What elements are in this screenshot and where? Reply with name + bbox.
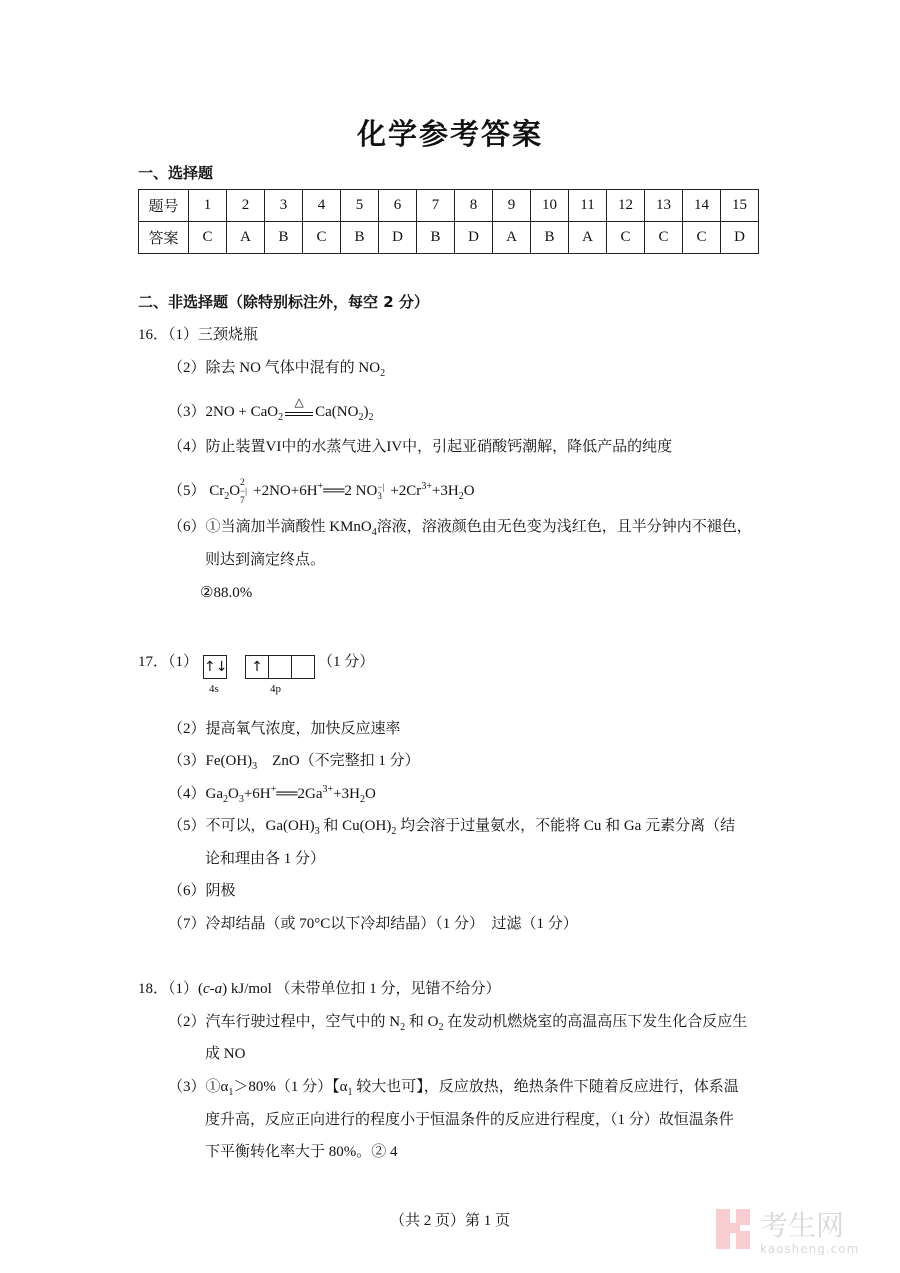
answer-line: [168, 437, 672, 457]
text-segment: 和 Cu(OH): [319, 818, 392, 834]
answer-cell: D: [455, 222, 493, 254]
text-segment: 1: [347, 1087, 353, 1098]
answer-line: [168, 784, 376, 804]
text-segment: （5）不可以，Ga(OH): [168, 818, 315, 834]
answer-line: [205, 849, 325, 869]
text-segment: 2: [380, 368, 386, 379]
question-number: 14: [683, 190, 721, 222]
text-segment: Ca(NO: [315, 404, 359, 420]
question-number: 2: [227, 190, 265, 222]
text-segment: （6）阴极: [168, 883, 236, 899]
question-number: 5: [341, 190, 379, 222]
text-segment: O: [463, 482, 475, 499]
text-segment: 4: [371, 527, 377, 538]
svg-text:考生网: 考生网: [760, 1209, 845, 1242]
text-segment: （3）Fe(OH): [168, 753, 253, 769]
answer-line: [168, 751, 420, 771]
orbital-4s-label: 4s: [209, 683, 219, 695]
question-number: 6: [379, 190, 417, 222]
answer-cell: D: [379, 222, 417, 254]
text-segment: 3: [238, 794, 244, 805]
text-segment: ): [363, 404, 369, 420]
section-heading-nonchoice: 二、非选择题（除特别标注外，每空 2 分）: [138, 293, 429, 311]
text-segment: O: [228, 786, 239, 802]
orbital-4p-label: 4p: [270, 683, 281, 695]
answer-line: [168, 358, 385, 378]
text-segment: （6）①当滴加半滴酸性 KMnO: [168, 519, 372, 535]
text-segment: （2）提高氧气浓度，加快反应速率: [168, 721, 401, 737]
text-segment: 2: [224, 490, 230, 502]
question-number: 12: [607, 190, 645, 222]
question-number: 15: [721, 190, 759, 222]
text-segment: 2: [458, 490, 464, 502]
text-segment: ══2 NO: [323, 482, 378, 499]
section-heading-choice: 一、选择题: [138, 164, 214, 182]
text-segment: 论和理由各 1 分）: [205, 851, 326, 867]
answer-line: [168, 1077, 739, 1097]
answer-cell: C: [683, 222, 721, 254]
text-segment: +6H: [243, 786, 271, 802]
ion-charge-stack: 2−|7: [240, 477, 247, 505]
answer-cell: B: [417, 222, 455, 254]
answer-line: [138, 979, 501, 999]
text-segment: 16．（1）三颈烧瓶: [138, 327, 259, 343]
text-segment: 2: [223, 794, 228, 805]
ion-charge-stack: −|3: [377, 481, 385, 501]
text-segment: O: [364, 786, 376, 802]
answer-cell: C: [607, 222, 645, 254]
question-number: 9: [493, 190, 531, 222]
answer-cell: C: [189, 222, 227, 254]
text-segment: 2: [368, 412, 374, 423]
answer-cell: C: [303, 222, 341, 254]
text-segment: 3+: [421, 480, 432, 492]
question-number: 3: [265, 190, 303, 222]
text-segment: 2: [391, 826, 397, 837]
equals-sign: [285, 412, 313, 416]
text-segment: c-a: [203, 981, 223, 997]
header-label: 题号: [139, 190, 189, 222]
answer-cell: A: [569, 222, 607, 254]
text-segment: ZnO（不完整扣 1 分）: [257, 753, 420, 769]
text-segment: 2: [358, 412, 364, 423]
text-segment: 3: [314, 826, 320, 837]
answer-line: [205, 1110, 734, 1130]
text-segment: （3）2NO + CaO: [168, 404, 279, 420]
question-number-row: [139, 190, 759, 222]
answer-cell: B: [265, 222, 303, 254]
answer-table: [138, 189, 759, 254]
question-number: 10: [531, 190, 569, 222]
question-number: 1: [189, 190, 227, 222]
answer-line: [168, 719, 401, 739]
question-number: 8: [455, 190, 493, 222]
answer-line: [168, 1012, 747, 1032]
question-number: 7: [417, 190, 455, 222]
answer-line: [138, 325, 258, 345]
orbital-cell: [269, 656, 292, 678]
answer-line: [200, 583, 252, 603]
text-segment: 1: [228, 1087, 234, 1098]
heating-symbol: △: [294, 394, 304, 409]
answer-line: [168, 914, 578, 934]
answer-line: [168, 478, 475, 505]
answer-line: [318, 652, 374, 672]
answer-line: [168, 816, 735, 836]
answer-cell: B: [531, 222, 569, 254]
text-segment: +2Cr: [390, 482, 422, 499]
text-segment: 3+: [322, 784, 334, 795]
text-segment: （1 分）: [318, 654, 375, 670]
answer-cell: B: [341, 222, 379, 254]
answer-line: [205, 1044, 245, 1064]
question-number: 13: [645, 190, 683, 222]
text-segment: 成 NO: [205, 1046, 246, 1062]
answer-cell: A: [493, 222, 531, 254]
answer-line: [138, 652, 198, 672]
text-segment: +: [270, 784, 277, 795]
orbital-4p-box: [245, 655, 315, 679]
text-segment: +: [317, 480, 324, 492]
text-segment: ②88.0%: [200, 585, 253, 601]
text-segment: +3H: [333, 786, 360, 802]
text-segment: O: [229, 482, 241, 499]
text-segment: 在发动机燃烧室的高温高压下发生化合反应生: [443, 1014, 748, 1030]
text-segment: +3H: [431, 482, 459, 499]
text-segment: 3: [252, 761, 258, 772]
text-segment: （3）①α: [168, 1079, 229, 1095]
text-segment: （4）Ga: [168, 786, 223, 802]
text-segment: （5） Cr: [168, 482, 225, 499]
text-segment: 18．（1）(: [138, 981, 203, 997]
answer-label: 答案: [139, 222, 189, 254]
text-segment: ) kJ/mol （未带单位扣 1 分，见错不给分）: [222, 981, 501, 997]
text-segment: 2: [359, 794, 365, 805]
text-segment: 17．（1）: [138, 654, 199, 670]
answer-row: [139, 222, 759, 254]
text-segment: ══2Ga: [276, 786, 323, 802]
orbital-cell: ↑↓: [204, 659, 228, 675]
kaosheng-logo-watermark: [716, 1203, 886, 1255]
page-footer: （共 2 页）第 1 页: [389, 1213, 510, 1229]
answer-line: [205, 550, 325, 570]
answer-line: [168, 881, 236, 901]
page-title: 化学参考答案: [356, 117, 543, 151]
heating-condition-mark: [285, 394, 313, 420]
text-segment: 和 O: [405, 1014, 439, 1030]
answer-line: [205, 1142, 398, 1162]
text-segment: 度升高，反应正向进行的程度小于恒温条件的反应进行程度，（1 分）故恒温条件: [205, 1112, 734, 1128]
text-segment: ＞80%（1 分）【α: [233, 1079, 348, 1095]
answer-line: [168, 517, 752, 537]
text-segment: （7）冷却结晶（或 70°C以下冷却结晶）（1 分） 过滤（1 分）: [168, 916, 578, 932]
orbital-cell: ↑: [246, 656, 269, 678]
text-segment: 2: [438, 1022, 444, 1033]
answer-cell: D: [721, 222, 759, 254]
text-segment: 下平衡转化率大于 80%。② 4: [205, 1144, 398, 1160]
orbital-cell: [292, 656, 314, 678]
text-segment: 2: [278, 412, 284, 423]
text-segment: 2: [400, 1022, 406, 1033]
question-number: 11: [569, 190, 607, 222]
text-segment: （2）除去 NO 气体中混有的 NO: [168, 360, 381, 376]
text-segment: （2）汽车行驶过程中，空气中的 N: [168, 1014, 401, 1030]
answer-line: [168, 394, 374, 423]
text-segment: 均会溶于过量氨水，不能将 Cu 和 Ga 元素分离（结: [396, 818, 736, 834]
orbital-4s-box: [203, 655, 227, 679]
answer-cell: C: [645, 222, 683, 254]
text-segment: 溶液，溶液颜色由无色变为浅红色，且半分钟内不褪色，: [376, 519, 752, 535]
question-number: 4: [303, 190, 341, 222]
text-segment: （4）防止装置VI中的水蒸气进入IV中，引起亚硝酸钙潮解，降低产品的纯度: [168, 439, 673, 455]
text-segment: 则达到滴定终点。: [205, 552, 326, 568]
answer-cell: A: [227, 222, 265, 254]
text-segment: +2NO+6H: [253, 482, 318, 499]
text-segment: 较大也可】，反应放热，绝热条件下随着反应进行，体系温: [352, 1079, 739, 1095]
svg-text:kaosheng.com: kaosheng.com: [760, 1242, 860, 1255]
